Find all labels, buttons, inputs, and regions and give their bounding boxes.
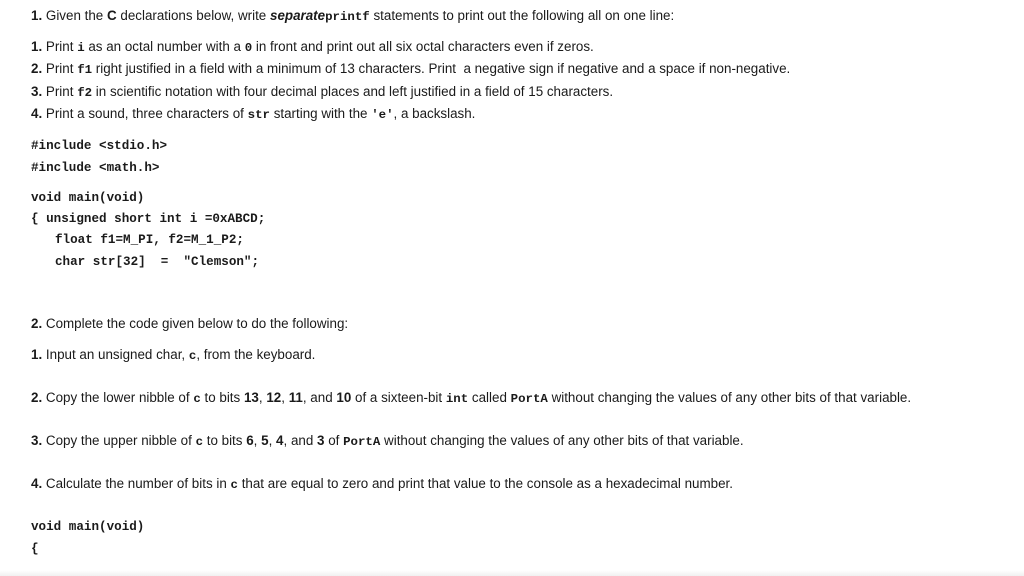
q2-number: 2. [31, 316, 43, 331]
code-line: #include <stdio.h> [31, 139, 168, 153]
code-line: char str[32] = "Clemson"; [55, 255, 260, 269]
q2-item-4: 4. Calculate the number of bits in c that are equal to zero and print that value to the console as a hexadecimal number. [31, 476, 733, 492]
code-line: void main(void) [31, 520, 145, 534]
code-line: float f1=M_PI, f2=M_1_P2; [55, 233, 244, 247]
q2-heading: 2. Complete the code given below to do the following: [31, 316, 349, 331]
q2-item-1: 1. Input an unsigned char, c, from the keyboard. [31, 347, 316, 363]
code-line: { [31, 542, 39, 556]
q1-item-1: 1. Print i as an octal number with a 0 in front and print out all six octal characters even if zeros. [31, 39, 594, 55]
code-line: #include <math.h> [31, 161, 160, 175]
q1-item-2: 2. Print f1 right justified in a field with a minimum of 13 characters. Print a negative sign if negative and a space if non-negative. [31, 61, 791, 77]
q1-item-4: 4. Print a sound, three characters of str starting with the 'e', a backslash. [31, 106, 476, 122]
q1-item-3: 3. Print f2 in scientific notation with four decimal places and left justified in a field of 15 characters. [31, 84, 614, 100]
q2-item-2: 2. Copy the lower nibble of c to bits 13, 12, 11, and 10 of a sixteen-bit int called PortA without changing the values of any other bits of that variable. [31, 390, 912, 406]
page-bottom-edge [0, 570, 1024, 576]
q1-number: 1. [31, 8, 43, 23]
q2-item-3: 3. Copy the upper nibble of c to bits 6, 5, 4, and 3 of PortA without changing the values of any other bits of that variable. [31, 433, 744, 449]
code-line: void main(void) [31, 191, 145, 205]
q1-heading: 1. Given the C declarations below, write separateprintf statements to print out the following all on one line: [31, 8, 675, 24]
code-line: { unsigned short int i =0xABCD; [31, 212, 266, 226]
